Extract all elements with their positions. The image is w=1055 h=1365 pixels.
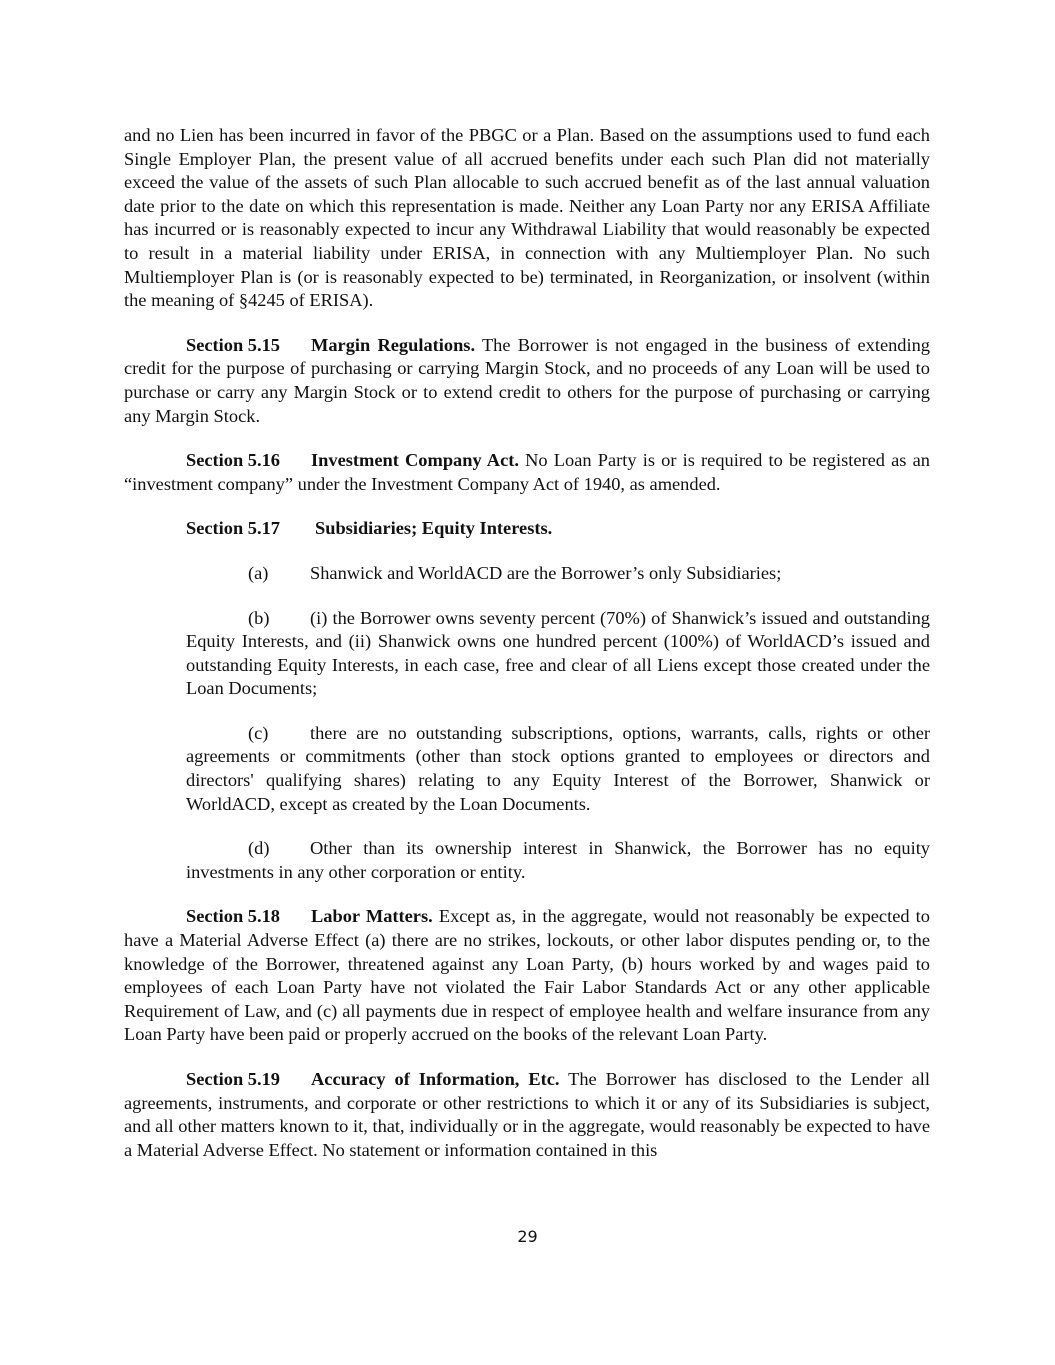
section-5-19 bbox=[124, 1068, 930, 1162]
paragraph-erisa-continuation: and no Lien has been incurred in favor of the PBGC or a Plan. Based on the assumptions used to fund each Single Employer Plan, the present value of all accrued benefits under each such Plan did not materially exceed the value of the assets of such Plan allocable to such accrued benefit as of the last annual valuation date prior to the date on which this representation is made. Neither any Loan Party nor any ERISA Affiliate has incurred or is reasonably expected to incur any Withdrawal Liability that would reasonably be expected to result in a material liability under ERISA, in connection with any Multiemployer Plan. No such Multiemployer Plan is (or is reasonably expected to be) terminated, in Reorganization, or insolvent (within the meaning of §4245 of ERISA). bbox=[124, 125, 930, 311]
clause-a bbox=[186, 562, 930, 586]
clause-label: (b) bbox=[248, 607, 270, 628]
section-number: Section 5.19 bbox=[186, 1069, 280, 1089]
document-page bbox=[124, 124, 930, 1162]
clause-d bbox=[186, 837, 930, 884]
section-title: Accuracy of Information, Etc. bbox=[311, 1069, 560, 1089]
page-number: 29 bbox=[517, 1227, 538, 1246]
section-number: Section 5.18 bbox=[186, 906, 280, 927]
section-number: Section 5.16 bbox=[186, 450, 280, 471]
section-5-16 bbox=[124, 449, 930, 496]
section-5-18 bbox=[124, 905, 930, 1047]
section-body: The Borrower has disclosed to the Lender all agreements, instruments, and corporate or other restrictions to which it or any of its Subsidiaries is subject, and all other matters known to it, that, individually or in the aggregate, would reasonably be expected to have a Material Adverse Effect. No statement or information contained in this bbox=[124, 1069, 930, 1160]
section-title: Labor Matters. bbox=[311, 906, 433, 927]
section-5-17-heading bbox=[124, 517, 930, 541]
clause-label: (c) bbox=[248, 722, 269, 743]
clause-label: (a) bbox=[248, 562, 269, 583]
clause-label: (d) bbox=[248, 838, 270, 859]
clause-text: (i) the Borrower owns seventy percent (70%) of Shanwick’s issued and outstanding Equity Interests, and (ii) Shanwick owns one hundred percent (100%) of WorldACD’s issued and outstanding Equity Interests, in each case, free and clear of all Liens except those created under the Loan Documents; bbox=[186, 607, 930, 699]
section-body: No Loan Party is or is required to be registered as an “investment company” under the Investment Company Act of 1940, as amended. bbox=[124, 450, 930, 494]
clause-c bbox=[186, 722, 930, 816]
section-5-15 bbox=[124, 334, 930, 428]
section-number: Section 5.17 bbox=[186, 518, 280, 539]
clause-text: Shanwick and WorldACD are the Borrower’s only Subsidiaries; bbox=[310, 562, 782, 583]
section-number: Section 5.15 bbox=[186, 334, 280, 355]
section-body: The Borrower is not engaged in the business of extending credit for the purpose of purchasing or carrying Margin Stock, and no proceeds of any Loan will be used to purchase or carry any Margin Stock or to extend credit to others for the purpose of purchasing or carrying any Margin Stock. bbox=[124, 334, 930, 426]
clause-text: Other than its ownership interest in Shanwick, the Borrower has no equity investments in any other corporation or entity. bbox=[186, 838, 930, 882]
section-title: Subsidiaries; Equity Interests. bbox=[315, 518, 553, 539]
clause-b bbox=[186, 607, 930, 701]
clause-text: there are no outstanding subscriptions, options, warrants, calls, rights or other agreements or commitments (other than stock options granted to employees or directors and directors' qualifying shares) relating to any Equity Interest of the Borrower, Shanwick or WorldACD, except as created by the Loan Documents. bbox=[186, 722, 930, 814]
section-title: Margin Regulations. bbox=[311, 334, 476, 355]
section-title: Investment Company Act. bbox=[311, 450, 519, 471]
section-body: Except as, in the aggregate, would not reasonably be expected to have a Material Adverse Effect (a) there are no strikes, lockouts, or other labor disputes pending or, to the knowledge of the Borrower, threatened against any Loan Party, (b) hours worked by and wages paid to employees of each Loan Party have not violated the Fair Labor Standards Act or any other applicable Requirement of Law, and (c) all payments due in respect of employee health and welfare insurance from any Loan Party have been paid or properly accrued on the books of the relevant Loan Party. bbox=[124, 906, 930, 1045]
